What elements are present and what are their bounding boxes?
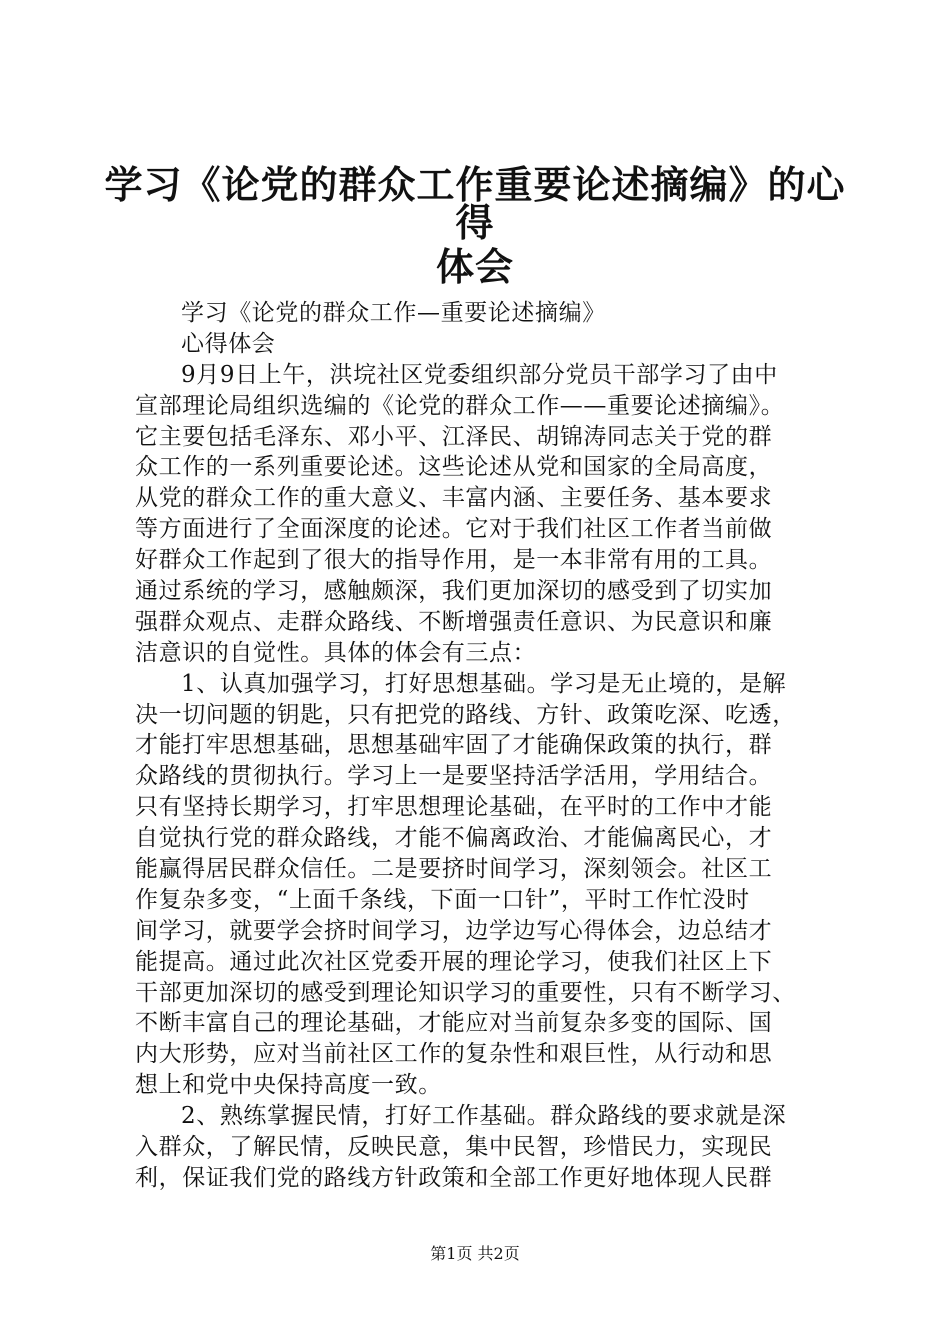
body-line: 强群众观点、走群众路线、不断增强责任意识、为民意识和廉	[135, 608, 773, 635]
body-line: 干部更加深切的感受到理论知识学习的重要性，只有不断学习、	[135, 979, 796, 1006]
page-footer: 第1页 共2页	[430, 1244, 520, 1263]
body-line: 利，保证我们党的路线方针政策和全部工作更好地体现人民群	[135, 1164, 773, 1191]
body-line: 不断丰富自己的理论基础，才能应对当前复杂多变的国际、国	[135, 1010, 773, 1037]
body-line: 宣部理论局组织选编的《论党的群众工作——重要论述摘编》。	[135, 392, 785, 419]
body-line: 自觉执行党的群众路线，才能不偏离政治、才能偏离民心，才	[135, 825, 773, 852]
body-line: 能提高。通过此次社区党委开展的理论学习，使我们社区上下	[135, 948, 773, 975]
body-line: 作复杂多变，“上面千条线，下面一口针”，平时工作忙没时	[135, 886, 750, 913]
body-line: 2、熟练掌握民情，打好工作基础。群众路线的要求就是深	[181, 1103, 787, 1130]
body-line: 9月9日上午，洪垸社区党委组织部分党员干部学习了由中	[181, 361, 778, 388]
body-line: 入群众，了解民情，反映民意，集中民智，珍惜民力，实现民	[135, 1134, 773, 1161]
body-line: 学习《论党的群众工作—重要论述摘编》	[181, 300, 606, 326]
body-line: 决一切问题的钥匙，只有把党的路线、方针、政策吃深、吃透，	[135, 701, 796, 728]
document-body	[135, 298, 835, 1194]
body-line: 能赢得居民群众信任。二是要挤时间学习，深刻领会。社区工	[135, 856, 773, 883]
document-title-line-1: 学习《论党的群众工作重要论述摘编》的心得	[104, 163, 846, 245]
body-line: 洁意识的自觉性。具体的体会有三点：	[135, 639, 537, 666]
body-line: 好群众工作起到了很大的指导作用，是一本非常有用的工具。	[135, 547, 773, 574]
body-line: 才能打牢思想基础，思想基础牢固了才能确保政策的执行，群	[135, 732, 773, 759]
body-line: 只有坚持长期学习，打牢思想理论基础，在平时的工作中才能	[135, 794, 773, 821]
body-line: 等方面进行了全面深度的论述。它对于我们社区工作者当前做	[135, 516, 773, 543]
body-line: 心得体会	[181, 330, 276, 357]
body-line: 通过系统的学习，感触颇深，我们更加深切的感受到了切实加	[135, 578, 773, 605]
body-line: 1、认真加强学习，打好思想基础。学习是无止境的，是解	[181, 670, 787, 697]
document-title-line-2: 体会	[435, 245, 514, 289]
body-line: 众路线的贯彻执行。学习上一是要坚持活学活用，学用结合。	[135, 763, 773, 790]
body-line: 它主要包括毛泽东、邓小平、江泽民、胡锦涛同志关于党的群	[135, 423, 773, 450]
body-line: 间学习，就要学会挤时间学习，边学边写心得体会，边总结才	[135, 917, 773, 944]
body-line: 想上和党中央保持高度一致。	[135, 1072, 442, 1099]
body-line: 从党的群众工作的重大意义、丰富内涵、主要任务、基本要求	[135, 485, 773, 512]
body-line: 内大形势，应对当前社区工作的复杂性和艰巨性，从行动和思	[135, 1041, 773, 1068]
body-line: 众工作的一系列重要论述。这些论述从党和国家的全局高度，	[135, 454, 773, 481]
